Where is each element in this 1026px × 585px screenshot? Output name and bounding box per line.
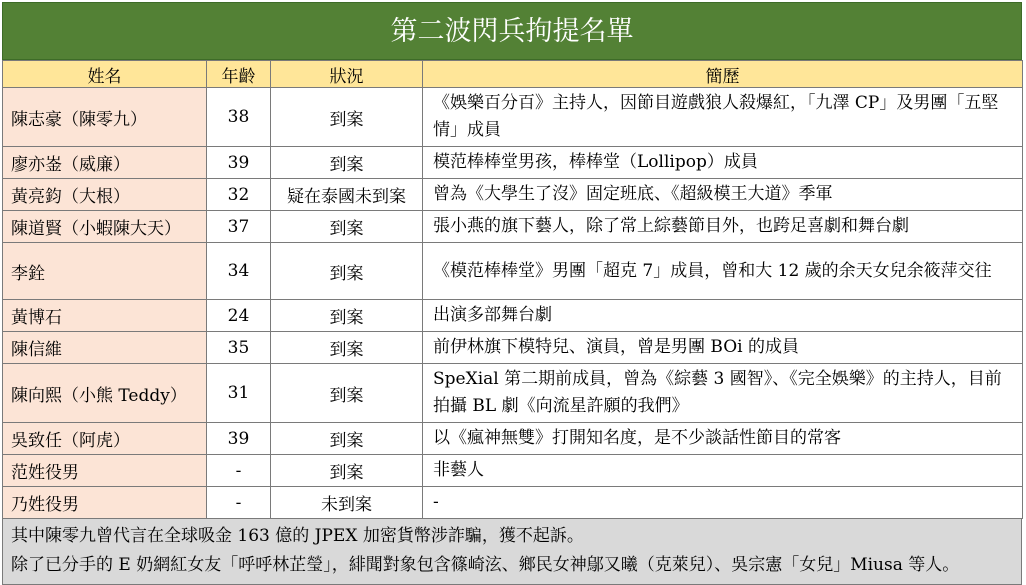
cell-status: 未到案 — [271, 487, 423, 519]
roster-sheet — [2, 2, 1022, 585]
note-line: 其中陳零九曾代言在全球吸金 163 億的 JPEX 加密貨幣涉詐騙，獲不起訴。 — [11, 526, 584, 546]
header-name: 姓名 — [3, 61, 207, 88]
table-row — [3, 487, 1023, 519]
cell-status: 到案 — [271, 243, 423, 300]
table-row — [3, 364, 1023, 423]
cell-status: 到案 — [271, 364, 423, 423]
table-row — [3, 179, 1023, 211]
table-row — [3, 147, 1023, 179]
cell-intro: 曾為《大學生了沒》固定班底、《超級模王大道》季軍 — [423, 179, 1023, 211]
cell-status: 到案 — [271, 423, 423, 455]
cell-age: - — [207, 487, 271, 519]
sheet-title: 第二波閃兵拘提名單 — [2, 2, 1022, 60]
cell-intro: 非藝人 — [423, 455, 1023, 487]
cell-name: 廖亦崟（威廉） — [3, 147, 207, 179]
cell-name: 黃博石 — [3, 300, 207, 332]
cell-age: 35 — [207, 332, 271, 364]
cell-intro: 模范棒棒堂男孩，棒棒堂（Lollipop）成員 — [423, 147, 1023, 179]
cell-name: 范姓役男 — [3, 455, 207, 487]
cell-intro: SpeXial 第二期前成員，曾為《綜藝 3 國智》、《完全娛樂》的主持人，目前拍攝 BL 劇《向流星許願的我們》 — [423, 364, 1023, 423]
table-row — [3, 88, 1023, 147]
cell-age: 37 — [207, 211, 271, 243]
cell-intro: - — [423, 487, 1023, 519]
cell-intro: 張小燕的旗下藝人，除了常上綜藝節目外，也跨足喜劇和舞台劇 — [423, 211, 1023, 243]
cell-intro: 《模范棒棒堂》男團「超克 7」成員，曾和大 12 歲的余天女兒余筱萍交往 — [423, 243, 1023, 300]
cell-age: 31 — [207, 364, 271, 423]
notes-box — [2, 519, 1022, 585]
cell-age: 24 — [207, 300, 271, 332]
cell-age: 32 — [207, 179, 271, 211]
cell-name: 陳信維 — [3, 332, 207, 364]
cell-age: 39 — [207, 147, 271, 179]
header-row — [3, 61, 1023, 88]
table-row — [3, 332, 1023, 364]
cell-intro: 出演多部舞台劇 — [423, 300, 1023, 332]
cell-name: 李銓 — [3, 243, 207, 300]
cell-name: 乃姓役男 — [3, 487, 207, 519]
table-row — [3, 423, 1023, 455]
cell-intro: 《娛樂百分百》主持人，因節目遊戲狼人殺爆紅，「九澤 CP」及男團「五堅情」成員 — [423, 88, 1023, 147]
cell-intro: 以《瘋神無雙》打開知名度，是不少談話性節目的常客 — [423, 423, 1023, 455]
cell-name: 吳致任（阿虎） — [3, 423, 207, 455]
cell-name: 陳向熙（小熊 Teddy） — [3, 364, 207, 423]
cell-age: 39 — [207, 423, 271, 455]
cell-name: 陳道賢（小蝦陳大天） — [3, 211, 207, 243]
cell-age: 34 — [207, 243, 271, 300]
note-line: 除了已分手的 E 奶網紅女友「呼呼林芷瑩」，緋聞對象包含篠崎泫、鄉民女神鄔又曦（克萊兒）、吳宗憲「女兒」Miusa 等人。 — [11, 555, 960, 575]
cell-status: 到案 — [271, 147, 423, 179]
cell-age: 38 — [207, 88, 271, 147]
header-status: 狀況 — [271, 61, 423, 88]
cell-status: 疑在泰國未到案 — [271, 179, 423, 211]
cell-status: 到案 — [271, 88, 423, 147]
cell-status: 到案 — [271, 332, 423, 364]
cell-intro: 前伊林旗下模特兒、演員，曾是男團 BOi 的成員 — [423, 332, 1023, 364]
table-row — [3, 300, 1023, 332]
cell-status: 到案 — [271, 211, 423, 243]
table-row — [3, 211, 1023, 243]
cell-status: 到案 — [271, 300, 423, 332]
table-row — [3, 243, 1023, 300]
cell-name: 黃亮鈞（大根） — [3, 179, 207, 211]
header-intro: 簡歷 — [423, 61, 1023, 88]
table-row — [3, 455, 1023, 487]
header-age: 年齡 — [207, 61, 271, 88]
cell-name: 陳志豪（陳零九） — [3, 88, 207, 147]
roster-table — [2, 60, 1023, 519]
cell-status: 到案 — [271, 455, 423, 487]
cell-age: - — [207, 455, 271, 487]
